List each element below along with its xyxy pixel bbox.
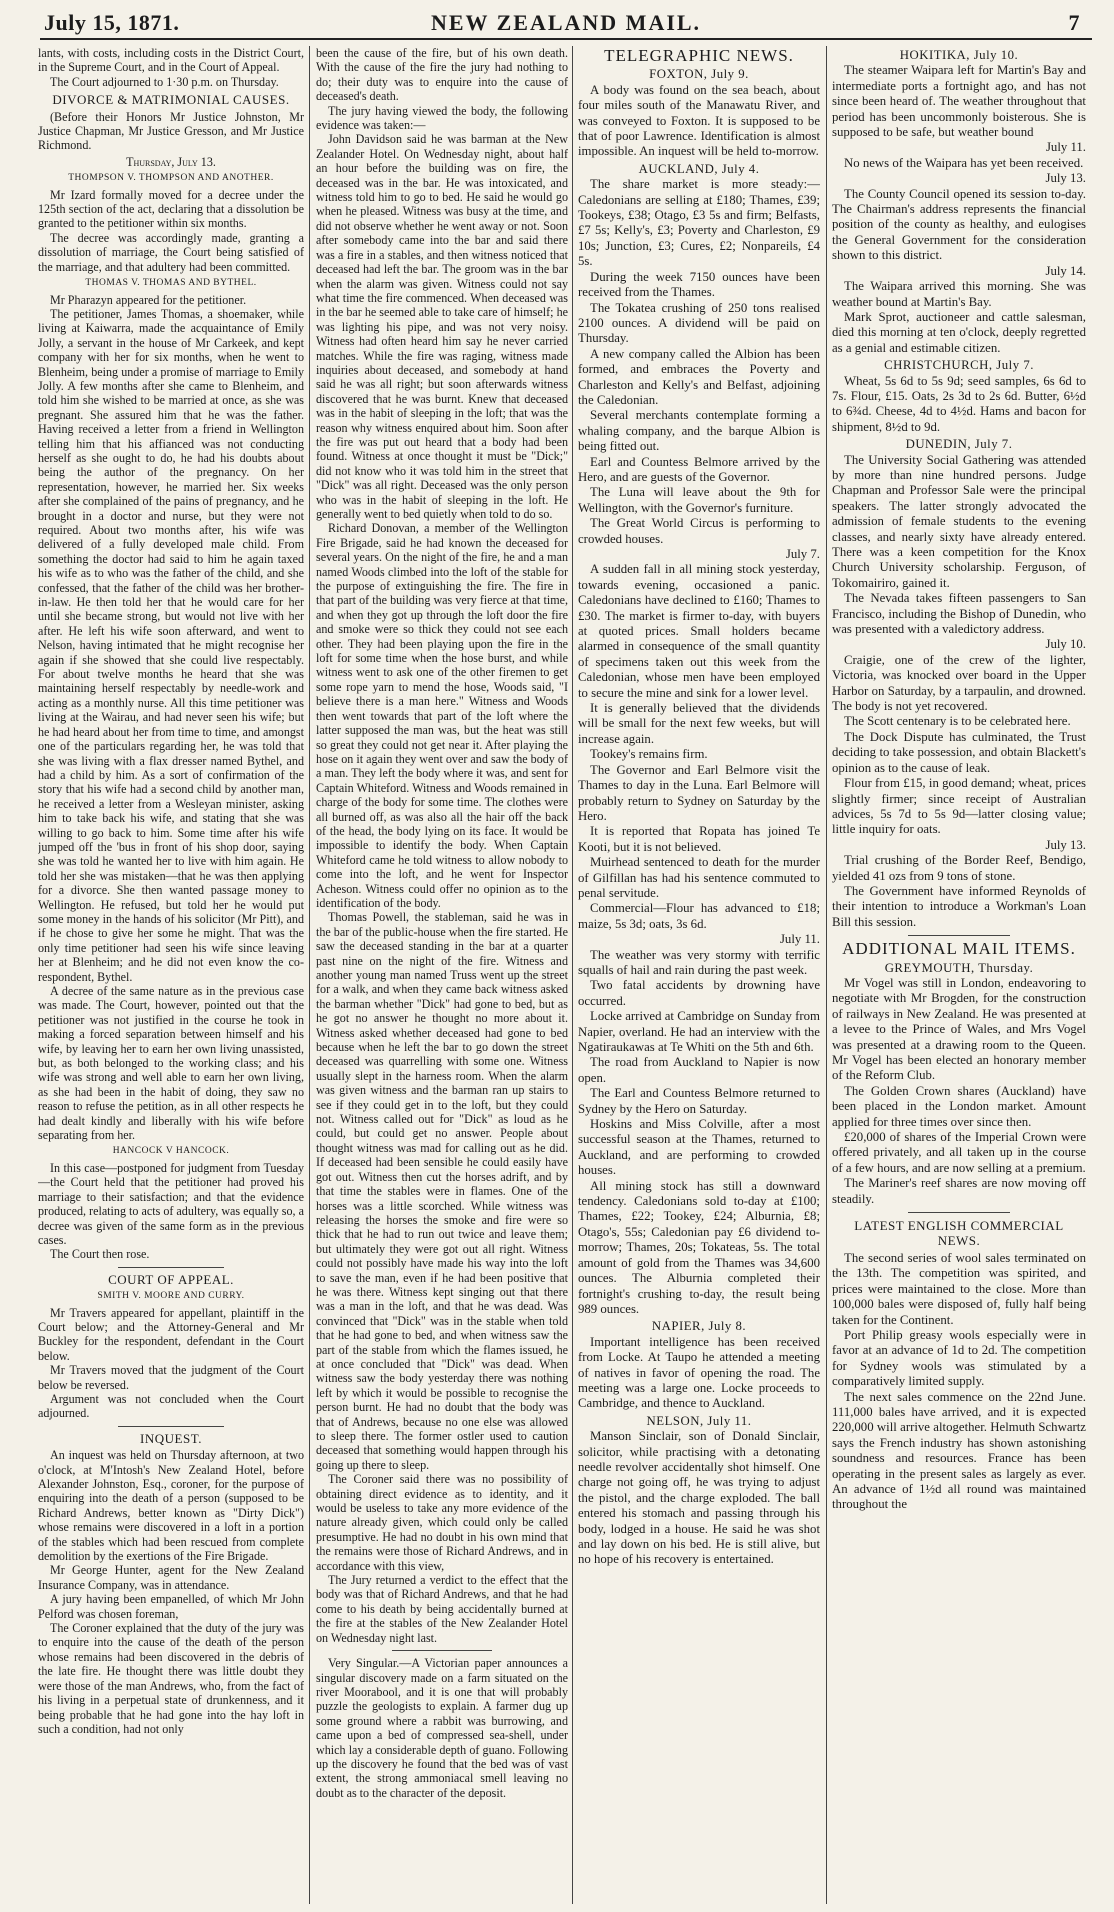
date-line: July 13. [1045,171,1086,186]
paragraph: Locke arrived at Cambridge on Sunday from Napier, overland. He had an interview with the Ngatiraukawas at Te Whiti on the 5th and 6th. [578,1009,820,1054]
paragraph: The Coroner said there was no possibility of obtaining direct evidence as to identity, and it would be useless to take any more evidence of the nature already given, which could only be called presumptive. He had no doubt in his own mind that the remains were those of Richard Andrews, and in accordance with this view, [316,1472,568,1573]
paragraph: Hoskins and Miss Colville, after a most successful season at the Thames, returned to Auckland, and are performing to crowded houses. [578,1117,820,1178]
section-heading-latest: LATEST ENGLISH COMMERCIAL NEWS. [854,1218,1064,1249]
paragraph: The Governor and Earl Belmore visit the Thames to day in the Luna. Earl Belmore will probably return to Sydney on Saturday by the Hero. [578,762,820,823]
dateline: NAPIER, July 8. [651,1319,747,1334]
paragraph: The Earl and Countess Belmore returned to Sydney by the Hero on Saturday. [578,1086,820,1116]
divider [908,935,1010,936]
divider [392,1650,493,1651]
paragraph: Earl and Countess Belmore arrived by the Hero, and are guests of the Governor. [578,454,820,484]
paragraph: An inquest was held on Thursday afternoon, at two o'clock, at M'Intosh's New Zealand Hotel, before Alexander Johnston, Esq., coroner, for the purpose of enquiring into the death of a person (supposed to be Richard Andrews, better known as "Dirty Dick") whose remains were discovered in a loft in a portion of the stables which had been rescued from complete demolition by the exertions of the Fire Brigade. [38,1448,304,1564]
paragraph: All mining stock has still a downward tendency. Caledonians sold to-day at £100; Thames, £22; Tookey, £24; Alburnia, £8; Otago's, 55s; Caledonian pay £6 dividend to-morrow; Thames, 20s; Tokateas, 5s. The total amount of gold from the Thames was 34,600 ounces. The Alburnia completed their fortnight's crushing to-day, the result being 989 ounces. [578,1178,820,1316]
paragraph: The jury having viewed the body, the following evidence was taken:— [316,103,568,133]
paragraph: The Court then rose. [50,1247,150,1262]
paragraph: £20,000 of shares of the Imperial Crown were offered privately, and all taken up in the course of a few hours, and are now selling at a premium. [832,1130,1086,1175]
column-rule [826,46,827,1904]
paragraph: Trial crushing of the Border Reef, Bendigo, yielded 41 ozs from 9 tons of stone. [832,853,1086,883]
section-heading-divorce: DIVORCE & MATRIMONIAL CAUSES. [52,92,290,108]
paragraph: Several merchants contemplate forming a whaling company, and the barque Albion is being fitted out. [578,408,820,454]
paragraph: In this case—postponed for judgment from Tuesday—the Court held that the petitioner had proved his marriage to their satisfaction; and that the evidence produced, relating to acts of adultery, was equally so, a decree was given of the same form as in the previous cases. [38,1160,304,1247]
column-3 [578,46,820,1904]
paragraph: A decree of the same nature as in the previous case was made. The Court, however, pointed out that the petitioner was not justified in the course he took in making a forced separation between himself and his wife, by leaving her to earn her own living unassisted, but, as both belonged to the working class; and his wife was strong and well able to earn her own living, as she had been in the habit of doing, they saw no reason to refuse the petition, as in all other respects he had dealt kindly and liberally with his wife before separating from her. [38,984,304,1143]
paragraph: Richard Donovan, a member of the Wellington Fire Brigade, said he had known the deceased for several years. On the night of the fire, he and a man named Woods climbed into the loft of the stable for the purpose of extinguishing the fire. The fire in that part of the building was very fierce at that time, and when they got up through the loft door the fire and smoke were so thick they could not see each other. They had been playing upon the fire in the loft for some time when the hose burst, and while witness went to ask one of the other firemen to get some rope yarn to mend the hose, Woods said, "I believe there is a man here." Witness and Woods then went towards that part of the loft where the latter supposed the man was, but the heat was still so great they could not get near it. After playing the hose on it again they went over and saw the body of a man. They left the body where it was, and sent for Captain Whiteford. Witness and Woods remained in charge of the body for some time. The clothes were all burned off, as was also all the hair off the back of the head, the body lying on its face. It would be impossible to identify the body. When Captain Whiteford came he told witness to allow nobody to come into the loft, and he went for Inspector Acheson. Witness could offer no opinion as to the identification of the body. [316,521,568,910]
case-title: THOMAS V. THOMAS AND BYTHEL. [85,278,257,289]
paragraph: Flour from £15, in good demand; wheat, prices slightly firmer; since receipt of Australian advices, 5s 7d to 5s 9d—latter closing value; little inquiry for oats. [832,776,1086,837]
paragraph: The road from Auckland to Napier is now open. [578,1055,820,1085]
paragraph: The weather was very stormy with terrific squalls of hail and rain during the past week. [578,947,820,977]
divider [118,1426,224,1427]
paragraph: Mr Travers appeared for appellant, plaintiff in the Court below; and the Attorney-General and Mr Buckley for the respondent, defendant in the Court below. [38,1305,304,1363]
paragraph: Important intelligence has been received from Locke. At Taupo he attended a meeting of natives in favor of opening the road. The meeting was a large one. Locke proceeds to Cambridge, and thence to Auckland. [578,1334,820,1411]
section-heading-inquest: INQUEST. [140,1430,202,1446]
paragraph: The second series of wool sales terminated on the 13th. The competition was spirited, and prices were maintained to the close. More than 100,000 bales were disposed of, fully half being taken for the Continent. [832,1250,1086,1327]
paragraph: The County Council opened its session to-day. The Chairman's address represents the financial position of the county as healthy, and eulogises the General Government for the consideration shown to this district. [832,186,1086,263]
section-heading-additional: ADDITIONAL MAIL ITEMS. [842,939,1076,959]
paragraph: Mr Izard formally moved for a decree under the 125th section of the act, declaring that a dissolution be granted to the petitioner within six months. [38,187,304,231]
paragraph: The Government have informed Reynolds of their intention to introduce a Workman's Loan Bill this session. [832,883,1086,929]
date-line: July 11. [1045,140,1086,155]
paragraph: A new company called the Albion has been formed, and embraces the Poverty and Charleston and Kelly's and Belfast, adjoining the Caledonian. [578,346,820,407]
paragraph: The steamer Waipara left for Martin's Bay and intermediate ports a fortnight ago, and has not since been heard of. The weather throughout that period has been uncommonly boisterous. She is supposed to be safe, but weather bound [832,63,1086,140]
column-4 [832,46,1086,1904]
date-line: July 13. [1045,837,1086,852]
paragraph: The petitioner, James Thomas, a shoemaker, while living at Kaiwarra, made the acquaintance of Emily Jolly, a servant in the house of Mr Carkeek, and kept company with her for six months, when he went to Blenheim, being under a promise of marriage to Emily Jolly. A few months after she came to Blenheim, and told him she wished to be married at once, as she was pregnant. She assured him that he was the father. Having received a letter from a friend in Wellington telling him that his affianced was not conducting herself as she ought to do, he had his doubts about being the author of the pregnancy. On her representation, however, he married her. Six weeks after she complained of the pains of pregnancy, and he brought in a doctor and nurse, but they were not required. About two months after, his wife was delivered of a fully developed male child. From something the doctor had said to him he again taxed his wife as to who was the father of the child, and she confessed, that the father of the child was her brother-in-law. He then told her that he would care for her until she became strong, but would not live with her after. He left his wife soon afterward, and went to Nelson, having intimated that he might recognise her again if she showed that she could live respectably. For about twelve months he heard that she was maintaining herself respectably by needle-work and acting as a monthly nurse. All this time petitioner was living at the Wairau, and had never seen his wife; but he had heard about her from time to time, and amongst one of the particulars regarding her, he was told that she was living with a flax dresser named Bythel, and had a child by him. As a sort of confirmation of the story that his wife had a second child by another man, he received a letter from a Wesleyan minister, asking him to take back his wife, and stating that she was willing to go back to him. Some time after his wife jumped off the 'bus in front of his shop door, saying she was told he wanted her to live with him again. He told her she was mistaken—that he was then applying for a divorce. She then wanted passage money to Wellington. He refused, but told her he would put some money in the hands of his solicitor (Mr Pitt), and if he chose to give her some he might. That was the only time petitioner had seen his wife since leaving her at Blenheim; and he did not even know the co-respondent, Bythel. [38,306,304,984]
paragraph: Thomas Powell, the stableman, said he was in the bar of the public-house when the fire started. He saw the deceased standing in the bar at a quarter past nine on the night of the fire. Witness and another young man named Truss went up the street for a walk, and when they came back witness asked the barman whether "Dick" had gone to bed, but as he got no answer he thought no more about it. Witness asked whether deceased had gone to bed because when he left the bar to go down the street deceased was quarrelling with some one. Witness usually slept in the harness room. When the alarm was given witness and the barman ran up stairs to see if they could get in to the loft, but they could not. Witness called out for "Dick" as loud as he could, but could get no answer. People about thought witness was mad for calling out as he did. If deceased had been sensible he could easily have got out. Witness then cut the horses adrift, and by that time the stables were in flames. One of the horses was a little scorched. While witness was releasing the horses the smoke and fire were so thick that he had to run out twice and leave them; but ultimately they were got out all right. Witness could not possibly have made his way into the loft to save the man, even if he had been positive that he was there. Witness kept singing out that there was a man in the loft, and that he was dead. Was convinced that "Dick" was in the stable when told that he had gone to bed, and when witness saw the part of the stable from which the flames issued, he at once concluded that "Dick" was dead. When witness saw the body yesterday there was nothing left by which it would be possible to recognise the person burnt. He had no doubt that the body was that of Andrews, because no one else was allowed to sleep there. The former ostler used to caution deceased that something would happen through his going up there to sleep. [316,910,568,1472]
section-heading-telegraphic: TELEGRAPHIC NEWS. [604,46,794,65]
case-title: SMITH V. MOORE AND CURRY. [97,1291,245,1302]
divider [908,1212,1010,1213]
case-title: THOMPSON V. THOMPSON AND ANOTHER. [68,173,274,184]
paragraph: The Coroner explained that the duty of the jury was to enquire into the cause of the death of the person whose remains had been discovered in the debris of the late fire. He thought there was little doubt they were those of the man Andrews, who, from the fact of his living in a perpetual state of drunkenness, and it being probable that he had gone into the hay loft in such a condition, had not only [38,1621,304,1736]
column-2 [316,46,568,1904]
paragraph: No news of the Waipara has yet been received. [844,155,1084,170]
paragraph: A body was found on the sea beach, about four miles south of the Manawatu River, and was conveyed to Foxton. It is supposed to be that of poor Lawrence. Identification is almost impossible. An inquest will be held to-morrow. [578,82,820,159]
paragraph: The Great World Circus is performing to crowded houses. [578,516,820,546]
paragraph: The Luna will leave about the 9th for Wellington, with the Governor's furniture. [578,485,820,515]
paragraph: The Jury returned a verdict to the effect that the body was that of Richard Andrews, and that he had come to his death by being accidentally burned at the fire at the stables of the New Zealander Hotel on Wednesday night last. [316,1573,568,1645]
paragraph: Mr George Hunter, agent for the New Zealand Insurance Company, was in attendance. [38,1563,304,1592]
paragraph: been the cause of the fire, but of his own death. With the cause of the fire the jury had nothing to do; their duty was to enquire into the cause of deceased's death. [316,46,568,104]
paragraph: The Nevada takes fifteen passengers to San Francisco, including the Bishop of Dunedin, who was presented with a valedictory address. [832,591,1086,637]
dateline: GREYMOUTH, Thursday. [884,960,1034,975]
paragraph: The Dock Dispute has culminated, the Trust deciding to take possession, and obtain Blackett's opinion as to the cause of leak. [832,729,1086,775]
column-1 [38,46,304,1904]
paragraph: It is generally believed that the dividends will be small for the next few weeks, but will increase again. [578,701,820,746]
paragraph: A sudden fall in all mining stock yesterday, towards evening, occasioned a panic. Caledonians have declined to £160; Thames to £30. The market is firmer to-day, with buyers at quoted prices. Small holders became alarmed in consequence of the small quantity of specimens taken out this week from the Caledonian, whose men have been employed to secure the mine and sink for a lower level. [578,562,820,700]
paragraph: The Golden Crown shares (Auckland) have been placed in the London market. Amount applied for three times over since then. [832,1083,1086,1129]
paragraph: Two fatal accidents by drowning have occurred. [578,978,820,1008]
paragraph: The Tokatea crushing of 250 tons realised 2100 ounces. A dividend will be paid on Thursday. [578,300,820,346]
masthead [40,8,1092,40]
paragraph: The University Social Gathering was attended by more than nine hundred persons. Judge Chapman and Professor Sale were the principal speakers. The latter strongly advocated the admission of female students to the evening classes, and nearly sixty have already entered. There was a keen competition for the Knox Church University scholarship. Ferguson, of Tokomairiro, gained it. [832,452,1086,590]
paragraph: Manson Sinclair, son of Donald Sinclair, solicitor, while practising with a detonating needle revolver accidentally shot himself. One charge not going off, he was trying to adjust the pistol, and the charge exploded. The ball entered his stomach and passing through his body, lodged in a house. He said he was shot and lay down on his bed. He is still alive, but no hope of his recovery is entertained. [578,1429,820,1567]
paragraph: Mr Pharazyn appeared for the petitioner. [50,292,247,307]
paragraph: Commercial—Flour has advanced to £18; maize, 5s 3d; oats, 3s 6d. [578,901,820,931]
dateline: CHRISTCHURCH, July 7. [884,358,1034,373]
paragraph: The share market is more steady:—Caledonians are selling at £180; Thames, £39; Tookeys, £38; Otago, £3 5s and firm; Belfasts, £7 5s; Kelly's, £3; Poverty and Charleston, £9 10s; Junction, £3; Cures, £2; Nonpareils, £4 5s. [578,177,820,269]
paragraph: The Court adjourned to 1·30 p.m. on Thursday. [50,74,279,89]
paragraph: Wheat, 5s 6d to 5s 9d; seed samples, 6s 6d to 7s. Flour, £15. Oats, 2s 3d to 2s 6d. Butter, 6½d to 6¾d. Cheese, 4d to 4½d. Hams and bacon for shipment, 8½d to 9d. [832,373,1086,434]
paragraph: Mr Travers moved that the judgment of the Court below be reversed. [38,1363,304,1392]
paragraph: lants, with costs, including costs in the District Court, in the Supreme Court, and in the Court of Appeal. [38,46,304,75]
paragraph: Muirhead sentenced to death for the murder of Gilfillan has had his sentence commuted to penal servitude. [578,855,820,900]
dateline: NELSON, July 11. [646,1413,752,1428]
date-line: July 7. [785,547,820,561]
column-rule [309,46,310,1904]
case-title: HANCOCK V HANCOCK. [112,1146,230,1157]
dateline: FOXTON, July 9. [649,67,749,82]
paragraph: The Waipara arrived this morning. She was weather bound at Martin's Bay. [832,279,1086,309]
paragraph: It is reported that Ropata has joined Te Kooti, but it is not believed. [578,824,820,854]
divider [118,1267,224,1268]
paragraph: (Before their Honors Mr Justice Johnston, Mr Justice Chapman, Mr Justice Gresson, and Mr Justice Richmond. [38,109,304,153]
paragraph: Very Singular.—A Victorian paper announces a singular discovery made on a farm situated on the river Moorabool, and it is one that will probably puzzle the geologists to explain. A farmer dug up some ground where a rabbit was burrowing, and came upon a bed of compressed sea-shell, under which lay a considerable depth of guano. Following up the discovery he found that the bed was of vast extent, the strong ammoniacal smell leaving no doubt as to the character of the deposit. [316,1656,568,1800]
paragraph: During the week 7150 ounces have been received from the Thames. [578,269,820,300]
paragraph: The decree was accordingly made, granting a dissolution of marriage, the Court being satisfied of the marriage, and that adultery had been committed. [38,230,304,274]
paragraph: Mark Sprot, auctioneer and cattle salesman, died this morning at ten o'clock, deeply regretted as a genial and estimable citizen. [832,309,1086,355]
date-line: July 10. [1045,637,1086,652]
paragraph: Mr Vogel was still in London, endeavoring to negotiate with Mr Brogden, for the construction of railways in New Zealand. He was presented at a levee to the Prince of Wales, and Mrs Vogel was presented at a drawing room to the Queen. Mr Vogel has been elected an honorary member of the Reform Club. [832,975,1086,1083]
paragraph: The next sales commence on the 22nd June. 111,000 bales have arrived, and it is expected 220,000 will arrive altogether. Helmuth Schwartz says the French industry has shown astonishing soundness and resources. France has been operating in the present sales as largely as ever. An advance of 1½d all round was maintained throughout the [832,1389,1086,1512]
date-line: Thursday, July 13. [126,154,216,169]
page-number: 7 [1068,10,1080,35]
issue-date: July 15, 1871. [44,10,180,35]
newspaper-title: NEW ZEALAND MAIL. [430,10,702,35]
paragraph: Tookey's remains firm. [590,747,708,762]
paragraph: Craigie, one of the crew of the lighter, Victoria, was knocked over board in the Upper Harbor on Saturday, by a tarpaulin, and drowned. The body is not yet recovered. [832,652,1086,714]
paragraph: The Scott centenary is to be celebrated here. [844,714,1071,729]
date-line: July 14. [1045,263,1086,278]
paragraph: The Mariner's reef shares are now moving off steadily. [832,1176,1086,1206]
paragraph: Port Philip greasy wools especially were in favor at an advance of 1d to 2d. The competition for Sydney wools was stimulated by a comparatively limited supply. [832,1327,1086,1389]
section-heading-appeal: COURT OF APPEAL. [108,1271,234,1287]
date-line: July 11. [779,932,820,947]
dateline: DUNEDIN, July 7. [905,437,1013,452]
dateline: AUCKLAND, July 4. [638,161,760,176]
paragraph: John Davidson said he was barman at the New Zealander Hotel. On Wednesday night, about half an hour before the building was on fire, the deceased was in the bar. He was intoxicated, and witness told him to go to bed. He said he would go when he pleased. Witness was busy at the time, and did not observe whether he went away or not. Soon after somebody came into the bar and said there was a fire in a stables, and then witness noticed that deceased had left the bar. The groom was in the bar when the alarm was given. Witness could not say what time the fire commenced. When deceased was in the bar he seemed able to take care of himself; he was lighting his pipe, and was not very noisy. Witness had often heard him say he never carried matches. While the fire was raging, witness made inquiries about deceased, and somebody at hand said he was all right; but soon afterwards witness discovered that he was burnt. Knew that deceased was in the habit of sleeping in the loft; that was the reason why witness enquired about him. Soon after the fire was put out heard that a body had been found. Witness at once thought it must be "Dick;" did not know who it was told him in the street that "Dick" was all right. Deceased was the only person who was in the habit of sleeping in the loft. He generally went to bed quietly when told to do so. [316,132,568,521]
dateline: HOKITIKA, July 10. [899,48,1019,62]
paragraph: A jury having been empanelled, of which Mr John Pelford was chosen foreman, [38,1592,304,1621]
column-rule [572,46,573,1904]
paragraph: Argument was not concluded when the Court adjourned. [38,1391,304,1421]
